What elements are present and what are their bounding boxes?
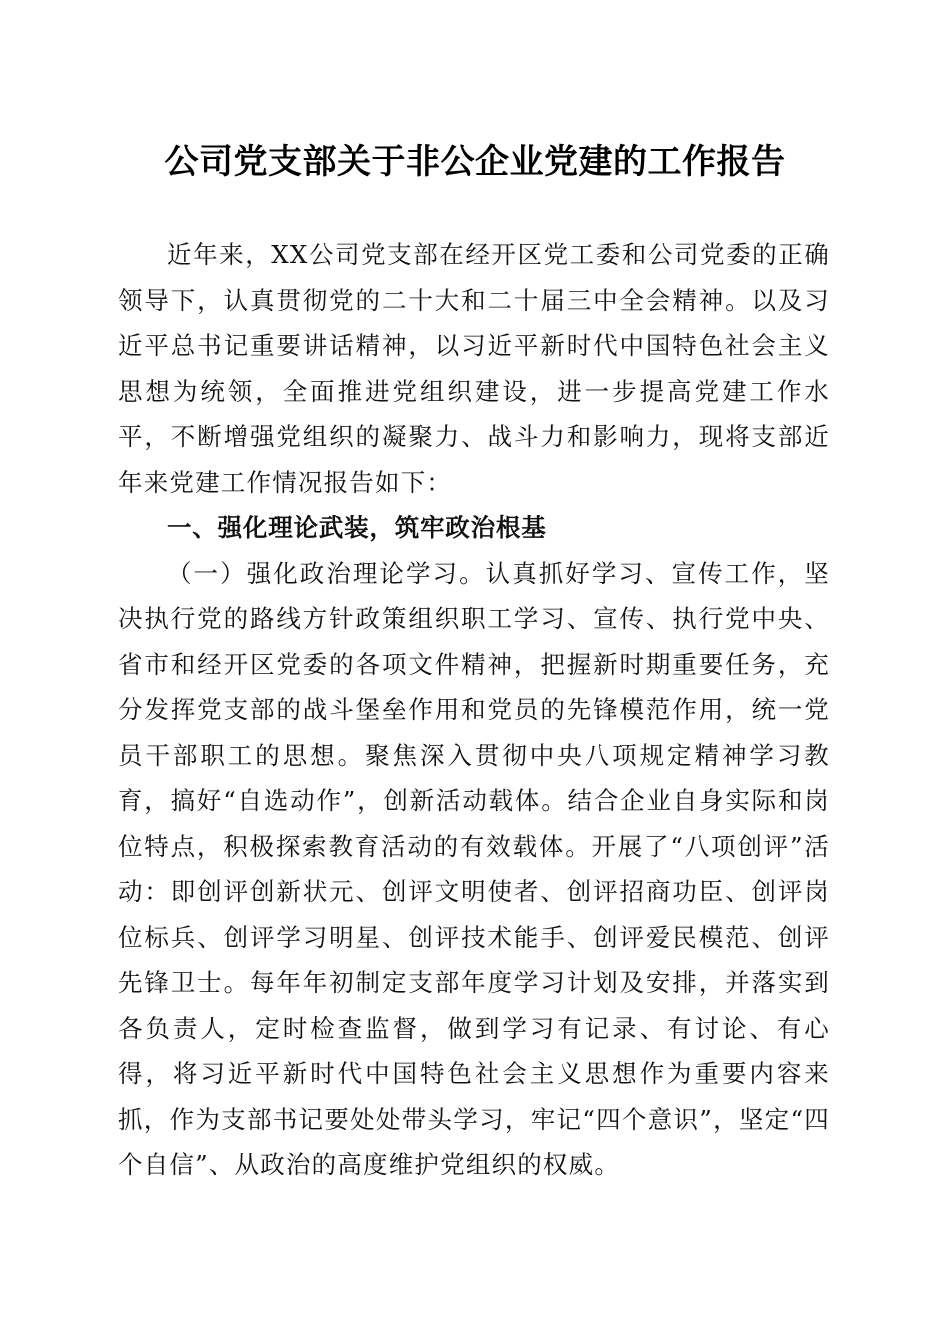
section-1-heading: 一、强化理论武装，筑牢政治根基 xyxy=(167,513,547,542)
document-title: 公司党支部关于非公企业党建的工作报告 xyxy=(164,142,786,182)
document-body xyxy=(118,232,830,1188)
section-1-paragraph-1: （一）强化政治理论学习。认真抓好学习、宣传工作，坚决执行党的路线方针政策组织职工学习、宣传、执行党中央、省市和经开区党委的各项文件精神，把握新时期重要任务，充分发挥党支部的战斗堡垒作用和党员的先锋模范作用，统一党员干部职工的思想。聚焦深入贯彻中央八项规定精神学习教育，搞好“自选动作”，创新活动载体。结合企业自身实际和岗位特点，积极探索教育活动的有效载体。开展了“八项创评”活动：即创评创新状元、创评文明使者、创评招商功臣、创评岗位标兵、创评学习明星、创评技术能手、创评爱民模范、创评先锋卫士。每年年初制定支部年度学习计划及安排，并落实到各负责人，定时检查监督，做到学习有记录、有讨论、有心得，将习近平新时代中国特色社会主义思想作为重要内容来抓，作为支部书记要处处带头学习，牢记“四个意识”，坚定“四个自信”、从政治的高度维护党组织的权威。 xyxy=(118,558,830,1179)
intro-paragraph: 近年来，XX公司党支部在经开区党工委和公司党委的正确领导下，认真贯彻党的二十大和二十届三中全会精神。以及习近平总书记重要讲话精神，以习近平新时代中国特色社会主义思想为统领，全面推进党组织建设，进一步提高党建工作水平，不断增强党组织的凝聚力、战斗力和影响力，现将支部近年来党建工作情况报告如下： xyxy=(118,240,830,497)
